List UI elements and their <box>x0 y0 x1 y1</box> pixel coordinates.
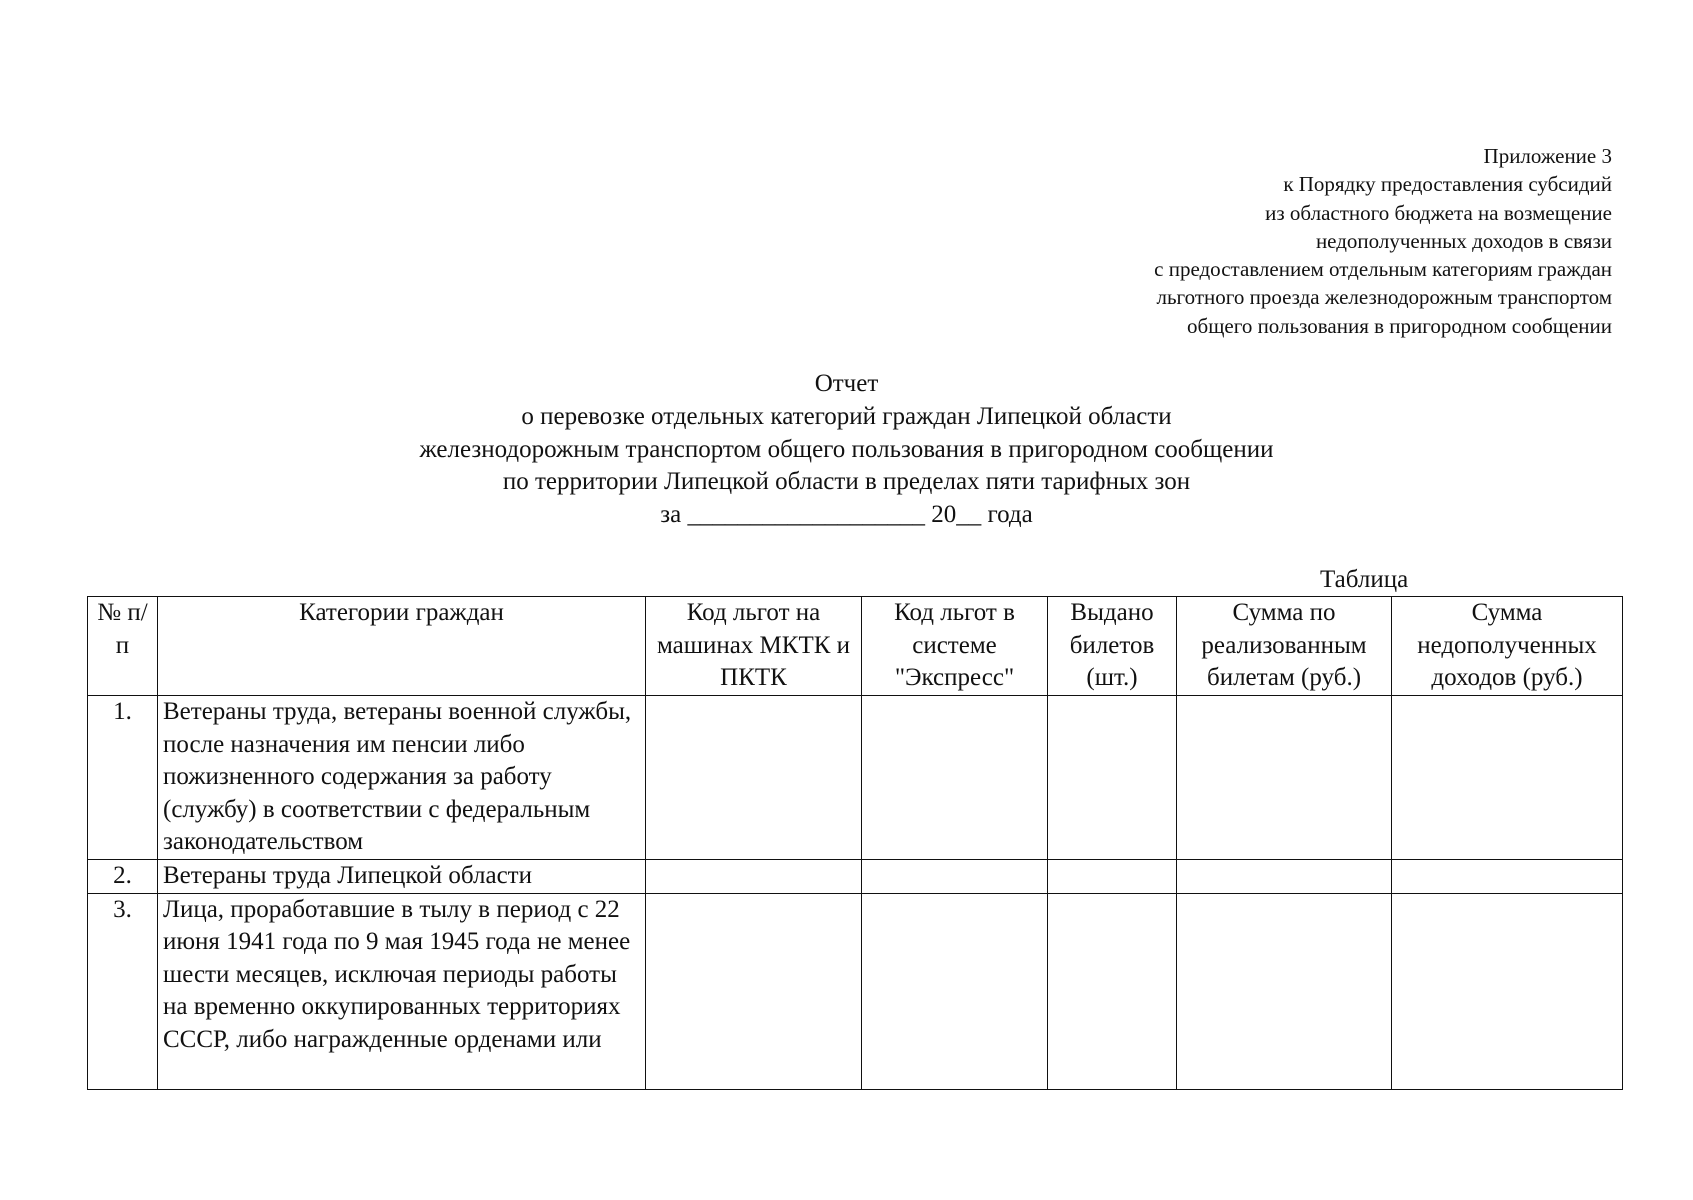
cell-code-mktk <box>646 860 862 894</box>
cell-code-express <box>862 893 1048 1089</box>
table-row <box>88 860 1623 894</box>
header-num: № п/п <box>88 597 158 696</box>
cell-sum-lost <box>1392 696 1623 860</box>
header-code-express: Код льгот в системе "Экспресс" <box>862 597 1048 696</box>
cell-issued <box>1048 860 1177 894</box>
row-category: Ветераны труда Липецкой области <box>158 860 646 894</box>
header-sum-lost: Сумма недополученных доходов (руб.) <box>1392 597 1623 696</box>
table-label: Таблица <box>1320 566 1409 593</box>
title-line: о перевозке отдельных категорий граждан Липецкой области <box>521 402 1172 430</box>
table-header-row <box>88 597 1623 696</box>
cell-code-express <box>862 696 1048 860</box>
header-code-mktk: Код льгот на машинах МКТК и ПКТК <box>646 597 862 696</box>
cell-sum-lost <box>1392 893 1623 1089</box>
title-line: Отчет <box>814 370 879 397</box>
cell-issued <box>1048 696 1177 860</box>
row-category: Ветераны труда, ветераны военной службы, после назначения им пенсии либо пожизненного содержания за работу (службу) в соответствии с федеральным законодательством <box>158 696 646 860</box>
cell-sum-sold <box>1177 696 1392 860</box>
annex-line: Приложение 3 <box>1483 144 1612 168</box>
header-issued: Выдано билетов (шт.) <box>1048 597 1177 696</box>
table-row <box>88 893 1623 1089</box>
row-number: 2. <box>88 860 158 894</box>
cell-code-mktk <box>646 696 862 860</box>
title-line: по территории Липецкой области в пределах пяти тарифных зон <box>502 468 1191 496</box>
annex-line: с предоставлением отдельным категориям граждан <box>1154 257 1612 282</box>
row-number: 3. <box>88 893 158 1089</box>
report-table <box>87 596 1623 1090</box>
row-category: Лица, проработавшие в тылу в период с 22 июня 1941 года по 9 мая 1945 года не менее шести месяцев, исключая периоды работы на временно оккупированных территориях СССР, либо награжденные орденами или <box>158 893 646 1089</box>
cell-issued <box>1048 893 1177 1089</box>
title-line: за ___________________ 20__ года <box>660 501 1033 529</box>
cell-sum-lost <box>1392 860 1623 894</box>
cell-code-mktk <box>646 893 862 1089</box>
annex-line: льготного проезда железнодорожным транспортом <box>1156 285 1612 310</box>
annex-line: из областного бюджета на возмещение <box>1265 200 1612 225</box>
cell-code-express <box>862 860 1048 894</box>
cell-sum-sold <box>1177 860 1392 894</box>
annex-line: недополученных доходов в связи <box>1315 228 1612 253</box>
annex-block <box>1154 142 1612 340</box>
annex-line: к Порядку предоставления субсидий <box>1283 172 1612 197</box>
header-sum-sold: Сумма по реализованным билетам (руб.) <box>1177 597 1392 696</box>
cell-sum-sold <box>1177 893 1392 1089</box>
table-row <box>88 696 1623 860</box>
row-number: 1. <box>88 696 158 860</box>
annex-line: общего пользования в пригородном сообщении <box>1187 313 1612 338</box>
report-title <box>0 368 1693 532</box>
title-line: железнодорожным транспортом общего пользования в пригородном сообщении <box>419 435 1274 463</box>
header-category: Категории граждан <box>158 597 646 696</box>
